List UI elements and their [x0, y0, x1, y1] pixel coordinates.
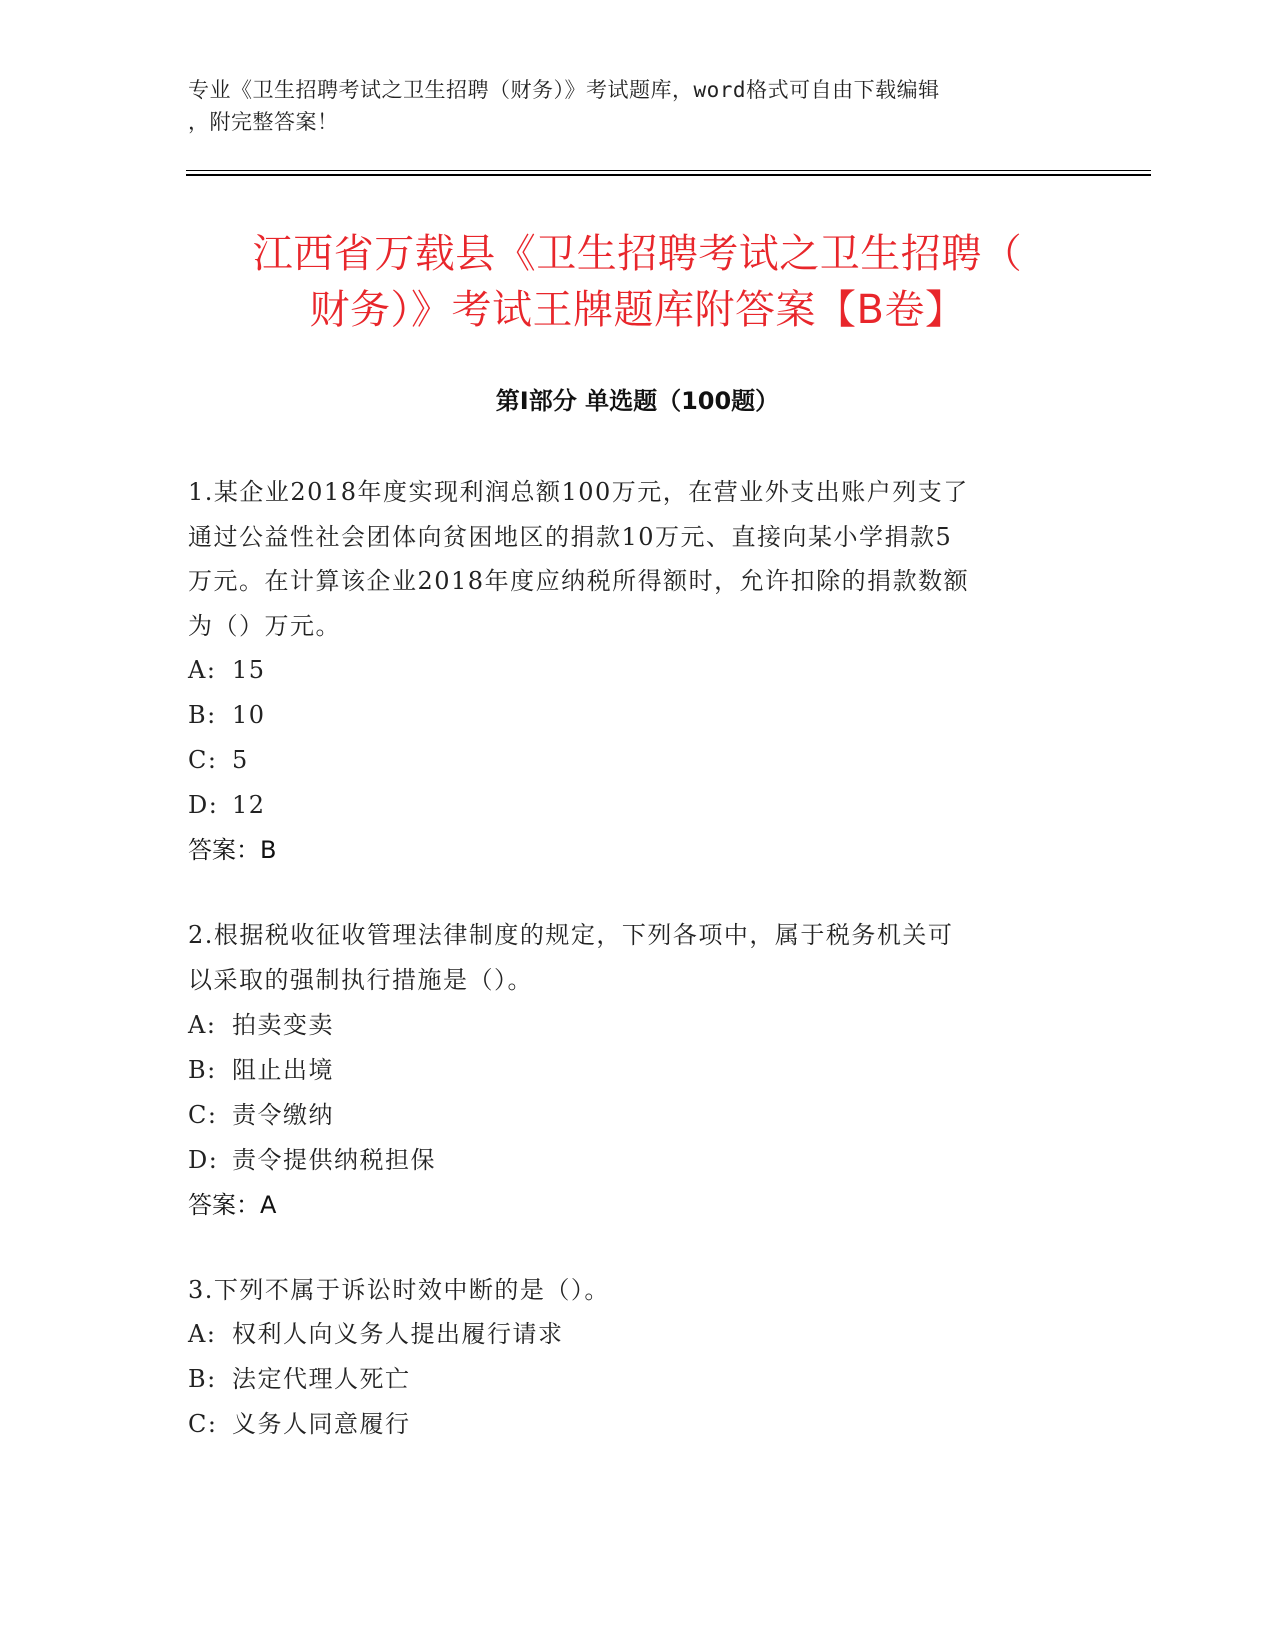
- option-text: 阻止出境: [232, 1055, 334, 1084]
- option-text: 责令缴纳: [232, 1100, 334, 1129]
- question-1-option-d: [188, 783, 1088, 828]
- option-key: A:: [188, 1010, 217, 1039]
- option-text: 责令提供纳税担保: [232, 1145, 436, 1174]
- question-3-option-c: [188, 1402, 1088, 1447]
- option-text: 法定代理人死亡: [232, 1365, 411, 1394]
- question-2: [188, 913, 1088, 1227]
- document-title: [150, 226, 1125, 338]
- question-list: [188, 470, 1088, 1487]
- option-text: 权利人向义务人提出履行请求: [232, 1320, 564, 1349]
- question-3-option-a: [188, 1312, 1088, 1357]
- question-3: [188, 1268, 1088, 1448]
- option-text: 5: [232, 746, 249, 775]
- option-key: A:: [188, 656, 217, 685]
- header-divider-thick: [186, 174, 1151, 176]
- option-text: 12: [232, 791, 266, 820]
- option-key: C:: [188, 746, 218, 775]
- option-text: 10: [232, 701, 266, 730]
- header-divider-thin: [186, 170, 1151, 171]
- option-key: C:: [188, 1410, 218, 1439]
- question-2-option-b: [188, 1048, 1088, 1093]
- header-note-line-2: ，附完整答案！: [188, 110, 339, 134]
- question-1-stem-line: 1.某企业2018年度实现利润总额100万元，在营业外支出账户列支了: [188, 478, 969, 506]
- option-text: 拍卖变卖: [232, 1010, 334, 1039]
- option-key: A:: [188, 1320, 217, 1349]
- question-1-option-b: [188, 693, 1088, 738]
- document-title-line-2: 财务）》考试王牌题库附答案【B卷】: [309, 287, 966, 333]
- header-note: [188, 74, 1078, 138]
- question-1-stem-line: 通过公益性社会团体向贫困地区的捐款10万元、直接向某小学捐款5: [188, 522, 953, 551]
- section-title: 第Ⅰ部分 单选题（100题）: [495, 387, 780, 415]
- question-1-stem-line: 为（）万元。: [188, 611, 341, 640]
- question-3-stem-line: 3.下列不属于诉讼时效中断的是（）。: [188, 1275, 610, 1304]
- option-key: B:: [188, 1365, 217, 1394]
- header-note-line-1: 专业《卫生招聘考试之卫生招聘（财务）》考试题库，word格式可自由下载编辑: [188, 78, 940, 102]
- question-2-stem-line: 以采取的强制执行措施是（）。: [188, 965, 533, 994]
- question-2-option-c: [188, 1093, 1088, 1138]
- question-1-stem-line: 万元。在计算该企业2018年度应纳税所得额时，允许扣除的捐款数额: [188, 567, 970, 596]
- question-2-answer: 答案：A: [188, 1190, 277, 1219]
- option-text: 15: [232, 656, 266, 685]
- option-key: B:: [188, 1055, 217, 1084]
- option-key: B:: [188, 701, 217, 730]
- question-1-answer: 答案：B: [188, 836, 277, 865]
- document-title-line-1: 江西省万载县《卫生招聘考试之卫生招聘（: [252, 231, 1023, 277]
- option-key: D:: [188, 791, 219, 820]
- option-text: 义务人同意履行: [232, 1410, 411, 1439]
- question-1: [188, 470, 1088, 873]
- option-key: D:: [188, 1145, 219, 1174]
- question-1-option-c: [188, 738, 1088, 783]
- question-2-stem-line: 2.根据税收征收管理法律制度的规定，下列各项中，属于税务机关可: [188, 921, 954, 950]
- option-key: C:: [188, 1100, 218, 1129]
- question-2-option-a: [188, 1003, 1088, 1048]
- question-1-option-a: [188, 648, 1088, 693]
- question-3-option-b: [188, 1357, 1088, 1402]
- question-2-option-d: [188, 1138, 1088, 1183]
